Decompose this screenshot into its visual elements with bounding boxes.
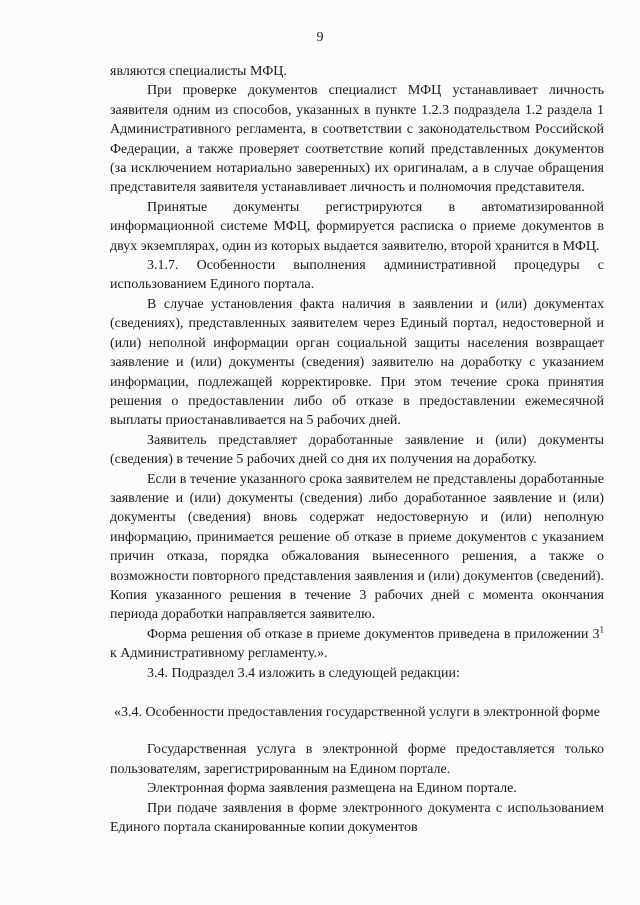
paragraph: Государственная услуга в электронной форме предоставляется только пользователям, зарегистрированным на Едином портале.	[110, 742, 604, 777]
paragraph: При проверке документов специалист МФЦ устанавливает личность заявителя одним из способов, указанных в пункте 1.2.3 подраздела 1.2 раздела 1 Административного регламента, в соответствии с законодательством Российской Федерации, а также проверяет соответствие копий представленных документов (за исключением нотариально заверенных) их оригиналам, а в случае обращения представителя заявителя устанавливает личность и полномочия представителя.	[110, 83, 604, 196]
paragraph-text: к Административному регламенту.».	[110, 646, 328, 662]
paragraph: Принятые документы регистрируются в автоматизированной информационной системе МФЦ, формируется расписка о приеме документов в двух экземплярах, один из которых выдается заявителю, второй хранится в МФЦ.	[110, 199, 604, 254]
paragraph: 3.4. Подраздел 3.4 изложить в следующей редакции:	[147, 665, 460, 681]
section-heading-3-4: «3.4. Особенности предоставления государственной услуги в электронной форме	[114, 705, 600, 720]
paragraph: Электронная форма заявления размещена на Едином портале.	[147, 781, 517, 797]
page-number: 9	[316, 30, 324, 45]
paragraph: являются специалисты МФЦ.	[110, 64, 287, 79]
paragraph-text: Форма решения об отказе в приеме документов приведена в приложении 3	[147, 626, 600, 642]
paragraph: Заявитель представляет доработанные заявление и (или) документы (сведения) в течение 5 рабочих дней со дня их получения на доработку.	[110, 432, 604, 468]
document-body	[110, 62, 604, 837]
superscript: 1	[599, 624, 604, 635]
paragraph: В случае установления факта наличия в заявлении и (или) документах (сведениях), представленных заявителем через Единый портал, недостоверной и (или) неполной информации орган социальной защиты населения возвращает заявление и (или) документы (сведения) заявителю на доработку с указанием информации, подлежащей корректировке. При этом течение срока принятия решения о предоставлении либо об отказе в предоставлении ежемесячной выплаты приостанавливается на 5 рабочих дней.	[110, 296, 604, 429]
section-heading-3-1-7: 3.1.7. Особенности выполнения административной процедуры с использованием Единого портала.	[110, 258, 604, 293]
paragraph	[110, 625, 604, 664]
paragraph: Если в течение указанного срока заявителем не представлены доработанные заявление и (или) документы (сведения) либо доработанное заявление и (или) документы (сведения) вновь содержат недостоверную и (или) неполную информацию, принимается решение об отказе в приеме документов с указанием причин отказа, порядка обжалования вынесенного решения, а также о возможности повторного представления заявления и (или) документов (сведений). Копия указанного решения в течение 3 рабочих дней с момента окончания периода доработки направляется заявителю.	[110, 471, 604, 623]
paragraph: При подаче заявления в форме электронного документа с использованием Единого портала сканированные копии документов	[110, 800, 604, 836]
